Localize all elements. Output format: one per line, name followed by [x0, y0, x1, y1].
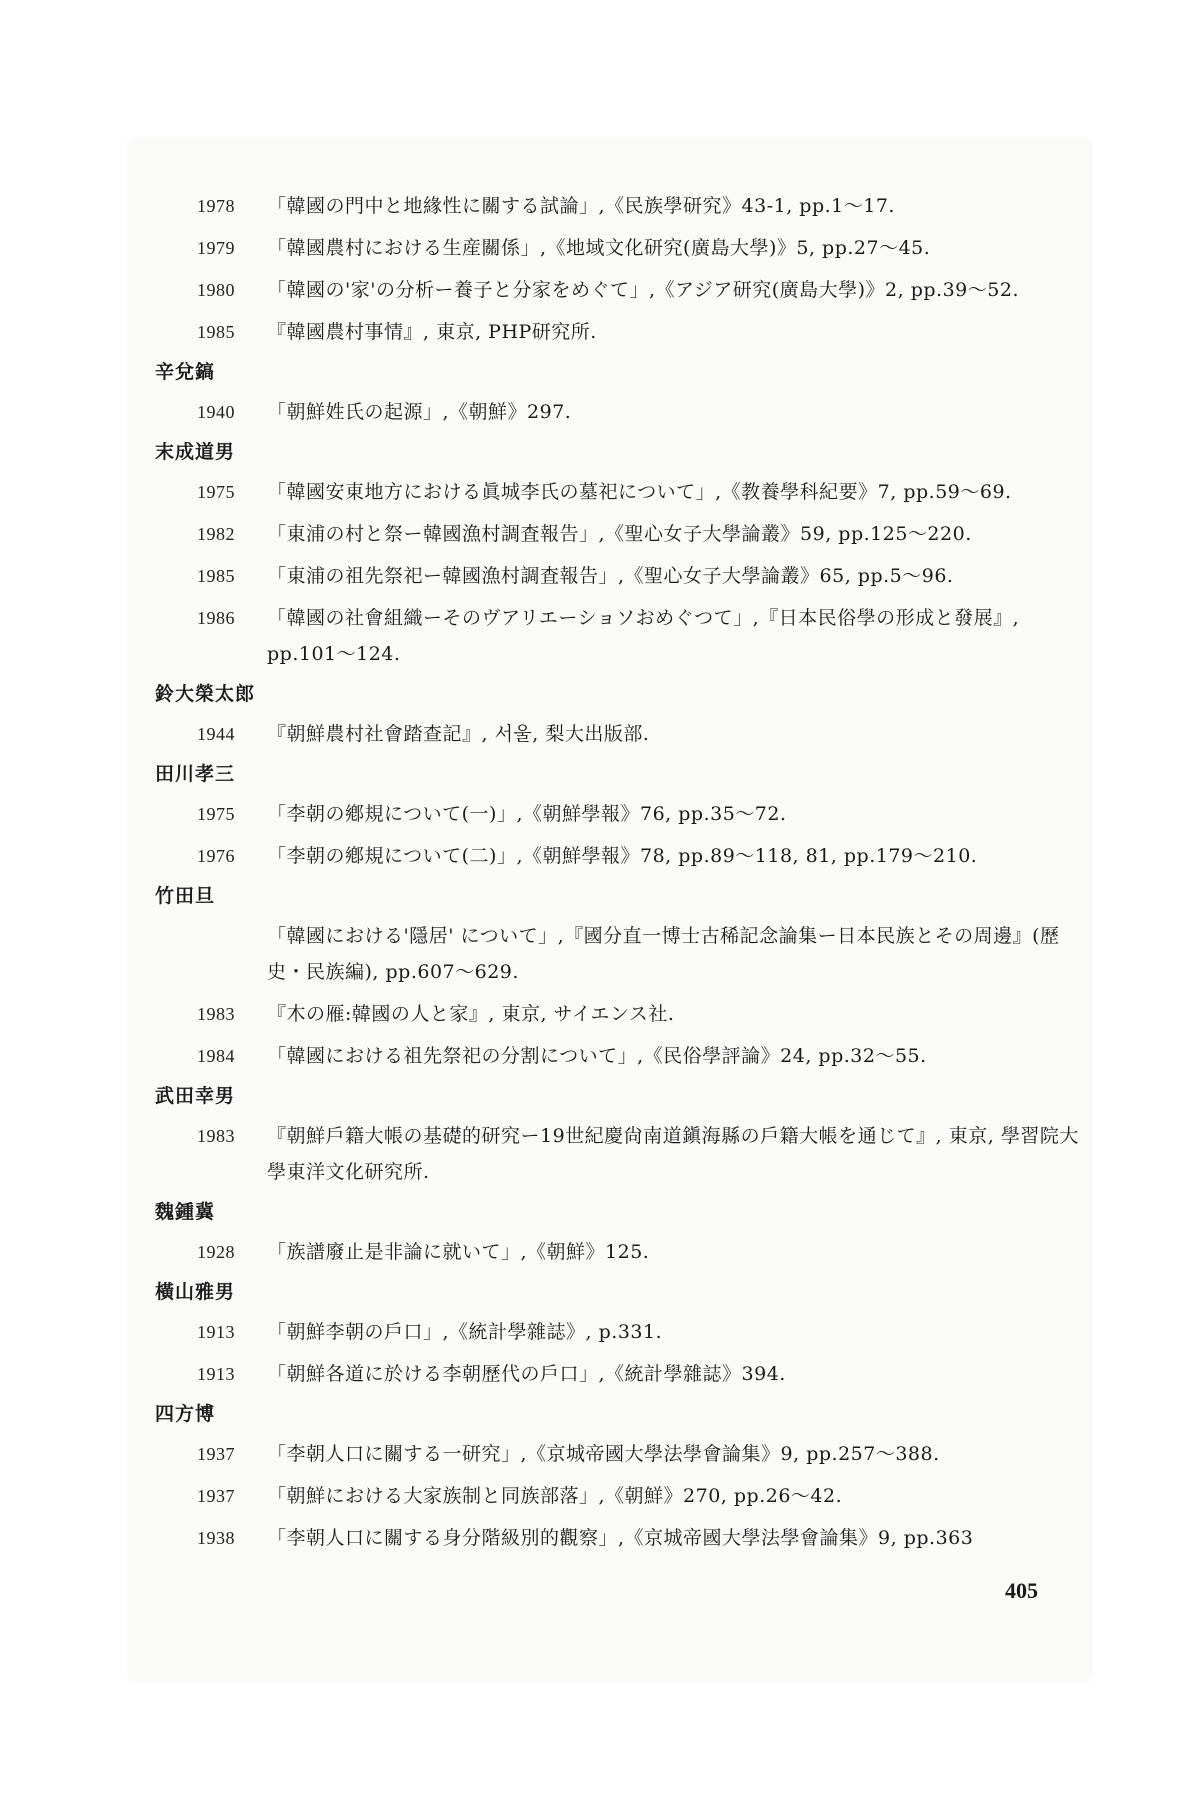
entry-citation: 「東浦の村と祭ー韓國漁村調査報告」,《聖心女子大學論叢》59, pp.125～220. — [267, 523, 972, 545]
author-heading: 橫山雅男 — [155, 1281, 236, 1303]
entry-citation: 『朝鮮農村社會踏查記』, 서울, 梨大出版部. — [267, 723, 650, 745]
entry-year: 1913 — [197, 1322, 235, 1342]
bibliography-entry — [155, 311, 1085, 353]
entry-year: 1982 — [197, 524, 235, 544]
entry-citation: 「朝鮮各道に於ける李朝歷代の戶口」,《統計學雜誌》394. — [267, 1363, 786, 1385]
bibliography-entry — [155, 1353, 1085, 1395]
entry-year: 1937 — [197, 1444, 235, 1464]
entry-citation: 「李朝の鄕規について(二)」,《朝鮮學報》78, pp.89～118, 81, pp.179～210. — [267, 845, 978, 867]
entry-year: 1940 — [197, 402, 235, 422]
bibliography-entry — [155, 391, 1085, 433]
bibliography-entry — [155, 793, 1085, 835]
entry-citation: 「李朝人口に關する身分階級別的觀察」,《京城帝國大學法學會論集》9, pp.363 — [267, 1527, 974, 1549]
author-heading: 田川孝三 — [155, 763, 236, 785]
entry-citation: 「韓國安東地方における眞城李氏の墓祀について」,《教養學科紀要》7, pp.59～69. — [267, 481, 1012, 503]
entry-year: 1975 — [197, 482, 235, 502]
entry-citation: 「韓國における'隱居' について」,『國分直一博士古稀記念論集ー日本民族とその周邊』(歷史・民族編), pp.607～629. — [267, 925, 1060, 983]
entry-year: 1928 — [197, 1242, 235, 1262]
bibliography-list — [155, 185, 1085, 1559]
entry-citation: 「韓國の門中と地緣性に關する試論」,《民族學研究》43-1, pp.1～17. — [267, 195, 895, 217]
bibliography-entry — [155, 835, 1085, 877]
bibliography-entry — [155, 915, 1085, 993]
entry-citation: 「朝鮮李朝の戶口」,《統計學雜誌》, p.331. — [267, 1321, 663, 1343]
entry-citation: 「韓國の社會組織ーそのヴアリエーショソおめぐつて」,『日本民俗學の形成と發展』, pp.101～124. — [267, 607, 1020, 665]
entry-year: 1979 — [197, 238, 235, 258]
bibliography-entry — [155, 993, 1085, 1035]
bibliography-entry — [155, 227, 1085, 269]
author-heading: 武田幸男 — [155, 1085, 236, 1107]
bibliography-entry — [155, 555, 1085, 597]
entry-year: 1975 — [197, 804, 235, 824]
entry-year: 1985 — [197, 566, 235, 586]
author-heading: 竹田旦 — [155, 885, 216, 907]
entry-citation: 「東浦の祖先祭祀ー韓國漁村調査報告」,《聖心女子大學論叢》65, pp.5～96. — [267, 565, 954, 587]
author-heading: 魏鍾冀 — [155, 1201, 216, 1223]
author-heading: 鈴大榮太郎 — [155, 683, 256, 705]
entry-year: 1937 — [197, 1486, 235, 1506]
bibliography-entry — [155, 1475, 1085, 1517]
entry-year: 1984 — [197, 1046, 235, 1066]
entry-year: 1986 — [197, 608, 235, 628]
entry-year: 1983 — [197, 1004, 235, 1024]
bibliography-entry — [155, 1433, 1085, 1475]
entry-citation: 「族譜廢止是非論に就いて」,《朝鮮》125. — [267, 1241, 650, 1263]
bibliography-entry — [155, 269, 1085, 311]
bibliography-entry — [155, 471, 1085, 513]
entry-citation: 「李朝人口に關する一研究」,《京城帝國大學法學會論集》9, pp.257～388. — [267, 1443, 940, 1465]
entry-year: 1978 — [197, 196, 235, 216]
bibliography-entry — [155, 1231, 1085, 1273]
entry-year: 1985 — [197, 322, 235, 342]
entry-year: 1980 — [197, 280, 235, 300]
bibliography-entry — [155, 1311, 1085, 1353]
author-heading: 辛兌鎬 — [155, 361, 216, 383]
entry-citation: 『朝鮮戶籍大帳の基礎的研究ー19世紀慶尙南道鎭海縣の戶籍大帳を通じて』, 東京, 學習院大學東洋文化研究所. — [267, 1125, 1079, 1183]
author-heading: 四方博 — [155, 1403, 216, 1425]
entry-citation: 「李朝の鄕規について(一)」,《朝鮮學報》76, pp.35～72. — [267, 803, 787, 825]
bibliography-entry — [155, 1035, 1085, 1077]
author-heading: 末成道男 — [155, 441, 236, 463]
entry-citation: 「朝鮮における大家族制と同族部落」,《朝鮮》270, pp.26～42. — [267, 1485, 843, 1507]
entry-citation: 「韓國農村における生産關係」,《地域文化研究(廣島大學)》5, pp.27～45. — [267, 237, 931, 259]
entry-year — [155, 915, 267, 993]
entry-citation: 『木の雁:韓國の人と家』, 東京, サイエンス社. — [267, 1003, 675, 1025]
entry-citation: 「韓國の'家'の分析ー養子と分家をめぐて」,《アジア研究(廣島大學)》2, pp.39～52. — [267, 279, 1019, 301]
entry-year: 1944 — [197, 724, 235, 744]
entry-citation: 「韓國における祖先祭祀の分割について」,《民俗學評論》24, pp.32～55. — [267, 1045, 927, 1067]
entry-citation: 『韓國農村事情』, 東京, PHP研究所. — [267, 321, 597, 343]
bibliography-entry — [155, 713, 1085, 755]
entry-year: 1913 — [197, 1364, 235, 1384]
bibliography-entry — [155, 1115, 1085, 1193]
bibliography-entry — [155, 597, 1085, 675]
entry-year: 1938 — [197, 1528, 235, 1548]
bibliography-entry — [155, 1517, 1085, 1559]
bibliography-entry — [155, 185, 1085, 227]
bibliography-entry — [155, 513, 1085, 555]
entry-year: 1983 — [197, 1126, 235, 1146]
entry-year: 1976 — [197, 846, 235, 866]
entry-citation: 「朝鮮姓氏の起源」,《朝鮮》297. — [267, 401, 572, 423]
page-number: 405 — [1005, 1578, 1038, 1603]
